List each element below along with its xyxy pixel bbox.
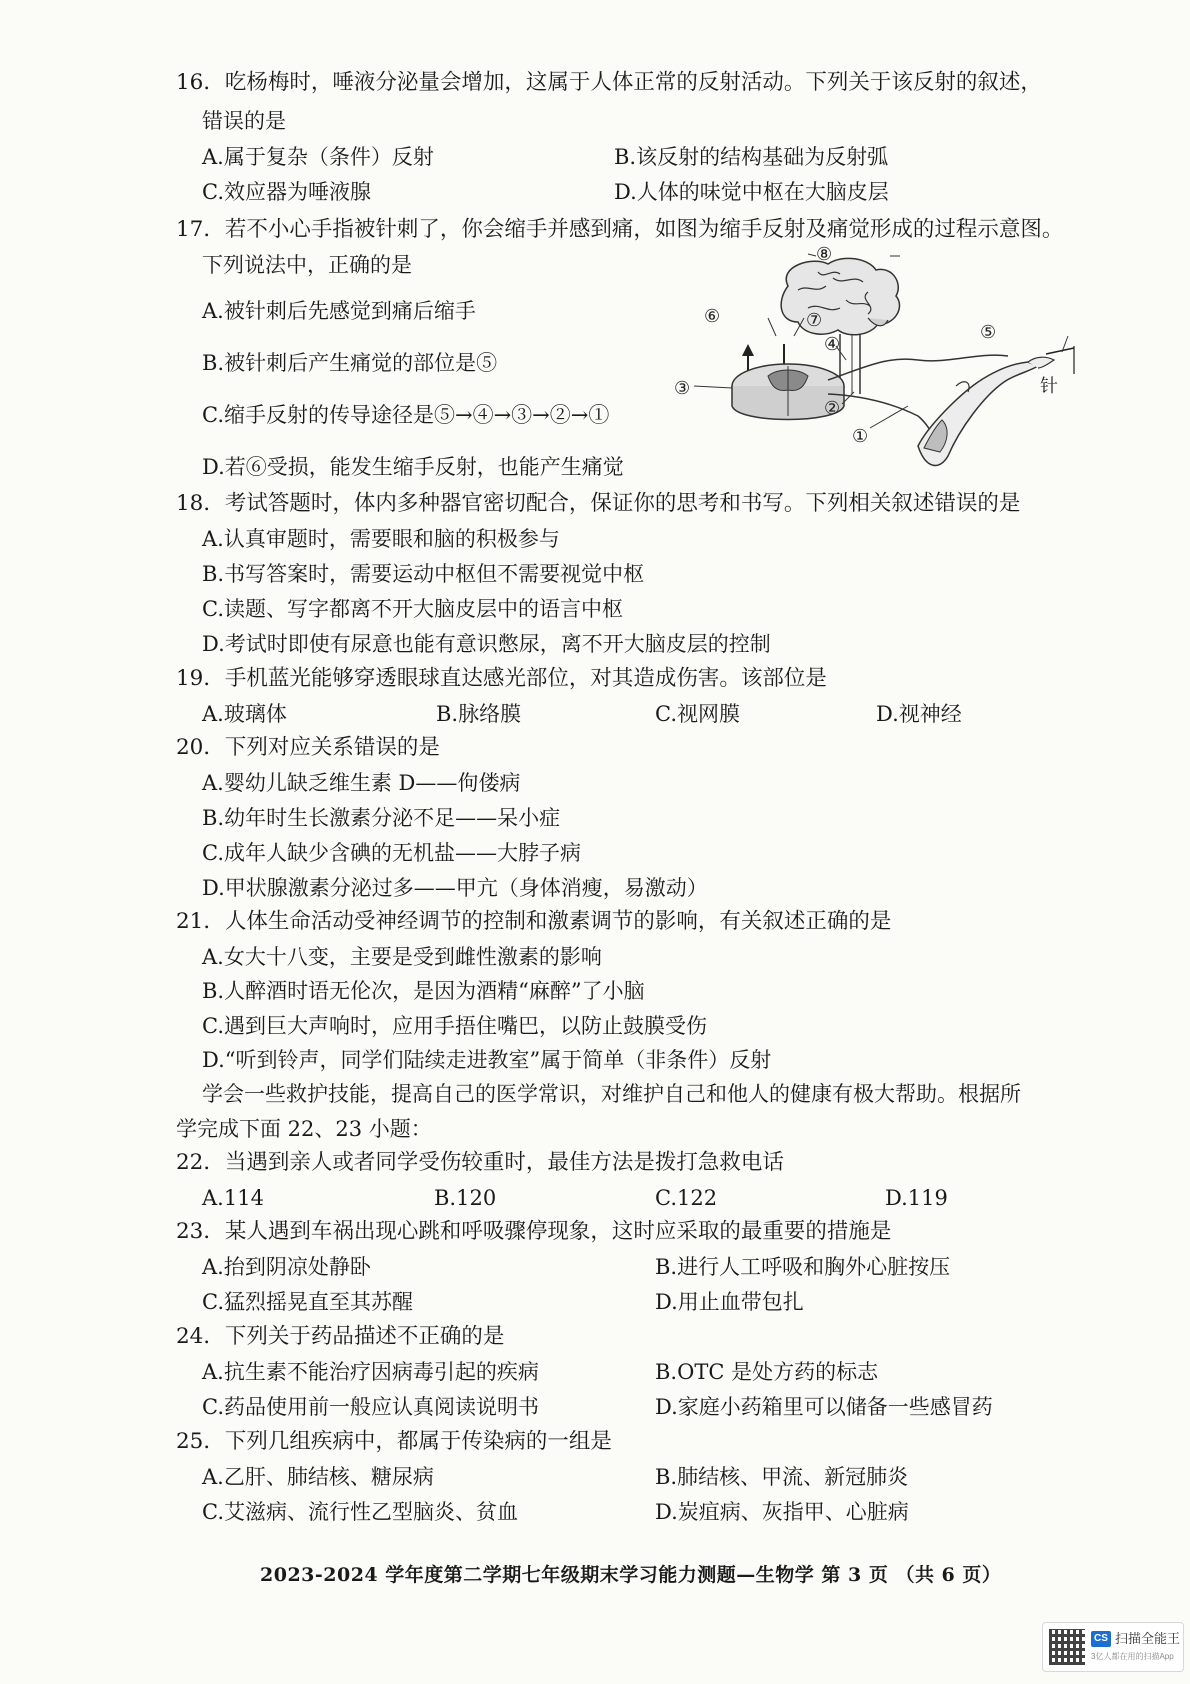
q21-stem: 21．人体生命活动受神经调节的控制和激素调节的影响，有关叙述正确的是 — [176, 909, 892, 934]
q23-option-b: B.进行人工呼吸和胸外心脏按压 — [655, 1255, 951, 1279]
q16-option-a: A.属于复杂（条件）反射 — [202, 145, 434, 169]
q25-option-b: B.肺结核、甲流、新冠肺炎 — [655, 1465, 909, 1489]
diagram-label-7: ⑦ — [806, 310, 823, 331]
q20-option-a: A.婴幼儿缺乏维生素 D——佝偻病 — [202, 771, 521, 795]
q18-option-a: A.认真审题时，需要眼和脑的积极参与 — [202, 527, 560, 551]
scanner-watermark — [1042, 1622, 1184, 1672]
q17-stem-line1: 17．若不小心手指被针刺了，你会缩手并感到痛，如图为缩手反射及痛觉形成的过程示意图。 — [176, 217, 1064, 242]
q23-option-a: A.抬到阴凉处静卧 — [202, 1255, 371, 1279]
q21-option-d: D.“听到铃声，同学们陆续走进教室”属于简单（非条件）反射 — [202, 1048, 772, 1072]
scanner-app-name: 扫描全能王 — [1115, 1631, 1181, 1646]
page-footer: 2023-2024 学年度第二学期七年级期末学习能力测题—生物学 第 3 页 （共 6 页） — [260, 1564, 1002, 1586]
diagram-label-1: ① — [852, 426, 869, 447]
q16-option-b: B.该反射的结构基础为反射弧 — [614, 145, 889, 169]
qr-code-icon — [1049, 1629, 1085, 1665]
q22-option-d: D.119 — [885, 1186, 948, 1210]
q17-option-b: B.被针刺后产生痛觉的部位是⑤ — [202, 351, 498, 375]
q17-option-d: D.若⑥受损，能发生缩手反射，也能产生痛觉 — [202, 455, 624, 479]
q22-option-c: C.122 — [655, 1186, 718, 1210]
diagram-needle-label: 针 — [1040, 376, 1058, 397]
q24-option-a: A.抗生素不能治疗因病毒引起的疾病 — [202, 1360, 539, 1384]
q22-option-a: A.114 — [202, 1186, 264, 1210]
q25-option-d: D.炭疽病、灰指甲、心脏病 — [655, 1500, 909, 1524]
q19-stem: 19．手机蓝光能够穿透眼球直达感光部位，对其造成伤害。该部位是 — [176, 666, 827, 691]
q23-stem: 23．某人遇到车祸出现心跳和呼吸骤停现象，这时应采取的最重要的措施是 — [176, 1219, 892, 1244]
q17-stem-line2: 下列说法中，正确的是 — [202, 253, 412, 277]
q22-23-intro-line2: 学完成下面 22、23 小题： — [176, 1117, 432, 1141]
q22-option-b: B.120 — [434, 1186, 497, 1210]
q25-option-c: C.艾滋病、流行性乙型脑炎、贫血 — [202, 1500, 518, 1524]
q17-option-a: A.被针刺后先感觉到痛后缩手 — [202, 299, 476, 323]
q16-stem-line2: 错误的是 — [202, 109, 286, 133]
q20-option-c: C.成年人缺少含碘的无机盐——大脖子病 — [202, 841, 581, 865]
diagram-label-6: ⑥ — [704, 306, 721, 327]
q21-option-c: C.遇到巨大声响时，应用手捂住嘴巴，以防止鼓膜受伤 — [202, 1014, 707, 1038]
diagram-label-5: ⑤ — [980, 322, 997, 343]
q17-option-c: C.缩手反射的传导途径是⑤→④→③→②→① — [202, 403, 610, 427]
q20-option-d: D.甲状腺激素分泌过多——甲亢（身体消瘦，易激动） — [202, 876, 708, 900]
q24-option-d: D.家庭小药箱里可以储备一些感冒药 — [655, 1395, 993, 1419]
q18-option-d: D.考试时即使有尿意也能有意识憋尿，离不开大脑皮层的控制 — [202, 632, 771, 656]
q16-option-d: D.人体的味觉中枢在大脑皮层 — [614, 180, 889, 204]
q23-option-d: D.用止血带包扎 — [655, 1290, 804, 1314]
q16-option-c: C.效应器为唾液腺 — [202, 180, 371, 204]
reflex-arc-diagram — [674, 244, 1088, 486]
arm-icon — [918, 357, 1054, 465]
q23-option-c: C.猛烈摇晃直至其苏醒 — [202, 1290, 413, 1314]
q18-option-c: C.读题、写字都离不开大脑皮层中的语言中枢 — [202, 597, 623, 621]
diagram-label-8: ⑧ — [816, 244, 833, 265]
q16-stem-line1: 16．吃杨梅时，唾液分泌量会增加，这属于人体正常的反射活动。下列关于该反射的叙述， — [176, 70, 1042, 95]
q20-option-b: B.幼年时生长激素分泌不足——呆小症 — [202, 806, 561, 830]
diagram-label-2: ② — [824, 398, 841, 419]
reflex-arc-illustration — [674, 244, 1088, 486]
q21-option-b: B.人醉酒时语无伦次，是因为酒精“麻醉”了小脑 — [202, 979, 645, 1003]
scanner-app-subtitle: 3亿人都在用的扫描App — [1091, 1652, 1174, 1661]
q20-stem: 20．下列对应关系错误的是 — [176, 735, 440, 760]
q18-stem: 18．考试答题时，体内多种器官密切配合，保证你的思考和书写。下列相关叙述错误的是 — [176, 491, 1021, 516]
q18-option-b: B.书写答案时，需要运动中枢但不需要视觉中枢 — [202, 562, 645, 586]
diagram-label-4: ④ — [824, 334, 841, 355]
q25-option-a: A.乙肝、肺结核、糖尿病 — [202, 1465, 434, 1489]
q22-stem: 22．当遇到亲人或者同学受伤较重时，最佳方法是拨打急救电话 — [176, 1150, 784, 1175]
q19-option-c: C.视网膜 — [655, 702, 740, 726]
q25-stem: 25．下列几组疾病中，都属于传染病的一组是 — [176, 1429, 612, 1454]
q19-option-a: A.玻璃体 — [202, 702, 287, 726]
cs-logo-icon: CS — [1091, 1631, 1111, 1647]
q19-option-b: B.脉络膜 — [436, 702, 522, 726]
q21-option-a: A.女大十八变，主要是受到雌性激素的影响 — [202, 945, 602, 969]
q24-option-c: C.药品使用前一般应认真阅读说明书 — [202, 1395, 539, 1419]
q22-23-intro-line1: 学会一些救护技能，提高自己的医学常识，对维护自己和他人的健康有极大帮助。根据所 — [202, 1082, 1021, 1106]
q24-stem: 24．下列关于药品描述不正确的是 — [176, 1324, 505, 1349]
diagram-label-3: ③ — [674, 378, 691, 399]
q24-option-b: B.OTC 是处方药的标志 — [655, 1360, 879, 1384]
brain-icon — [781, 258, 899, 334]
q19-option-d: D.视神经 — [876, 702, 962, 726]
